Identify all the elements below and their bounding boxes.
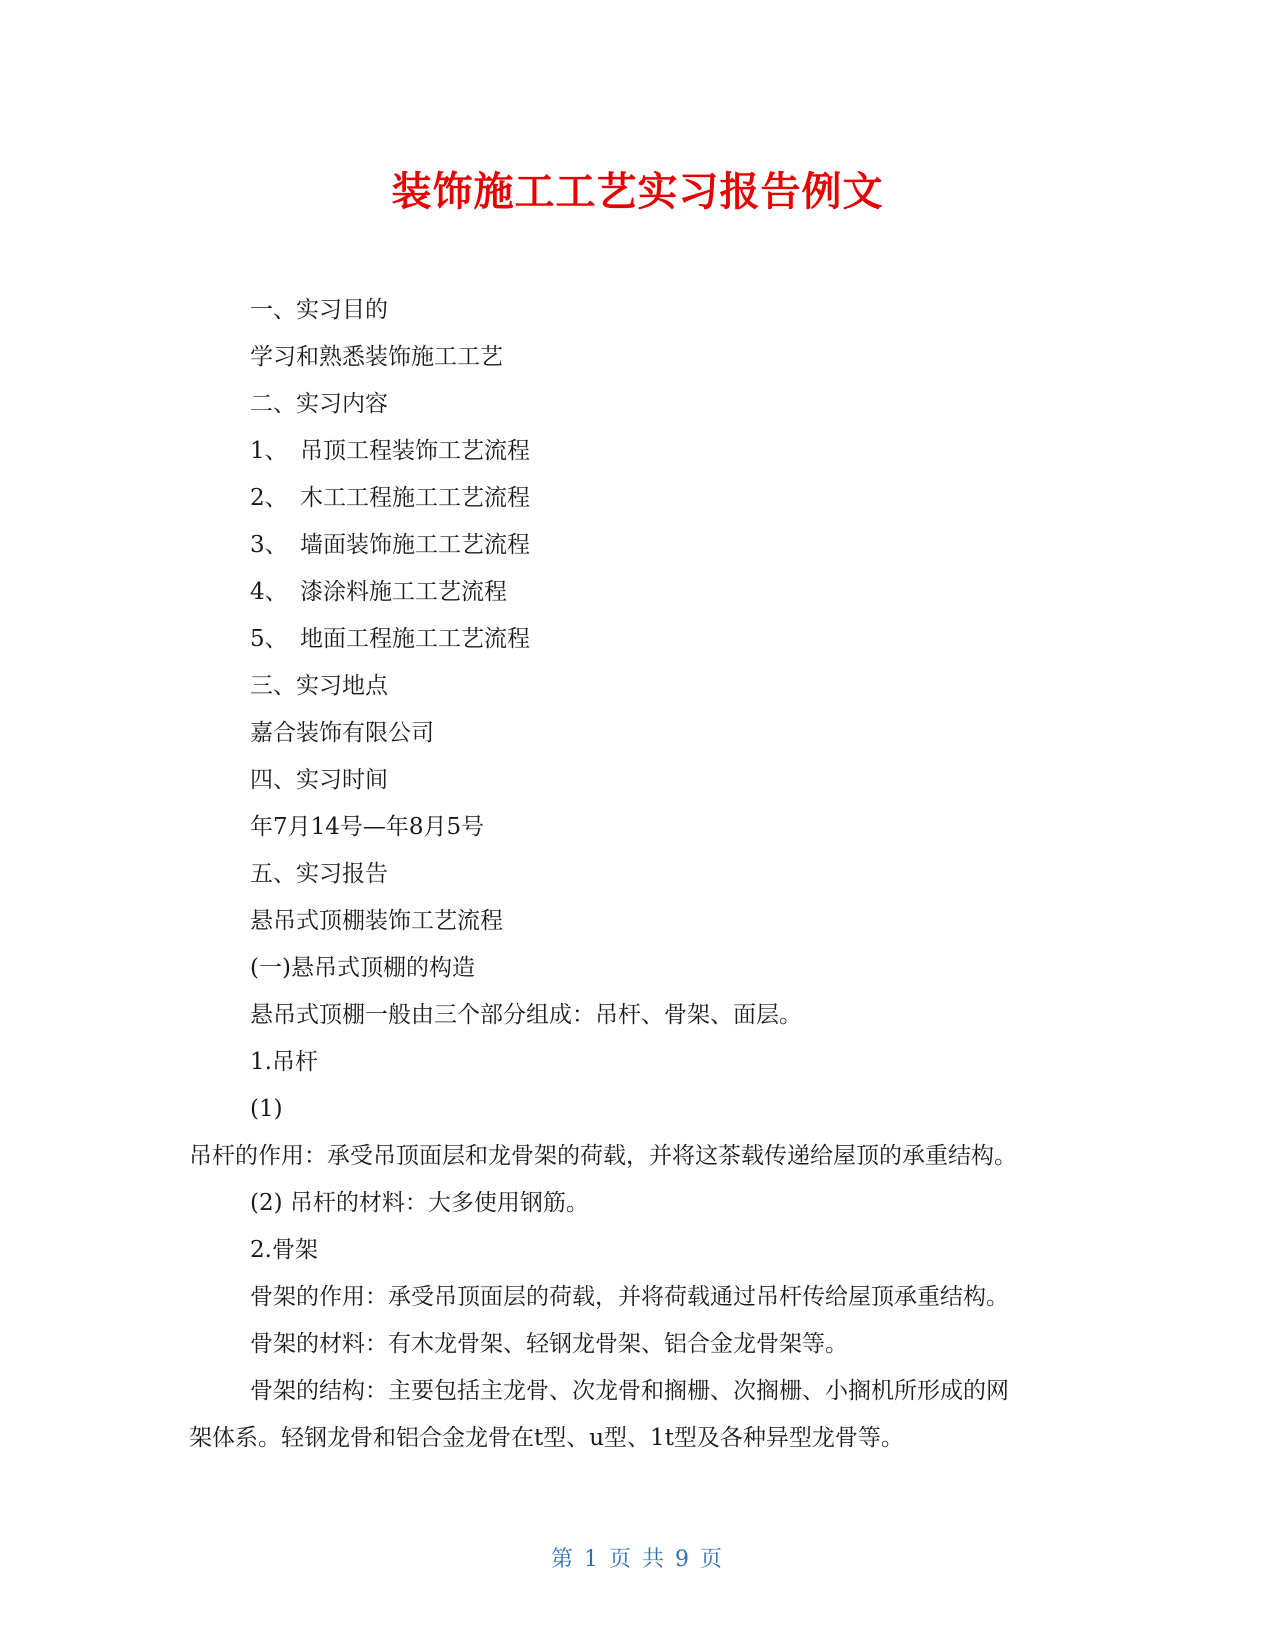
paragraph: 骨架的材料：有木龙骨架、轻钢龙骨架、铝合金龙骨架等。 [250,1331,848,1357]
item-number: 3、 [250,532,288,558]
item-number: 2、 [250,485,288,511]
item-text: 墙面装饰施工工艺流程 [300,532,530,558]
paragraph: 年7月14号—年8月5号 [250,814,485,840]
page-footer: 第 1 页 共 9 页 [551,1547,724,1572]
paragraph: (1) [250,1096,283,1122]
section-heading: 二、实习内容 [250,391,388,417]
paragraph: 吊杆的作用：承受吊顶面层和龙骨架的荷载，并将这茶载传递给屋顶的承重结构。 [189,1143,1017,1169]
paragraph: 悬吊式顶棚装饰工艺流程 [250,908,503,934]
paragraph: 架体系。轻钢龙骨和铝合金龙骨在t型、u型、1t型及各种异型龙骨等。 [189,1425,904,1451]
subheading: 1.吊杆 [250,1049,318,1075]
document-title: 装饰施工工艺实习报告例文 [391,169,884,215]
numbered-item [250,577,507,607]
section-heading: 五、实习报告 [250,861,388,887]
paragraph: (2) 吊杆的材料：大多使用钢筋。 [250,1190,589,1216]
item-text: 吊顶工程装饰工艺流程 [300,438,530,464]
paragraph: 骨架的结构：主要包括主龙骨、次龙骨和搁栅、次搁栅、小搁机所形成的网 [250,1378,1009,1404]
section-heading: 一、实习目的 [250,297,388,323]
section-heading: 四、实习时间 [250,767,388,793]
subheading: (一)悬吊式顶棚的构造 [250,955,475,981]
paragraph: 骨架的作用：承受吊顶面层的荷载，并将荷载通过吊杆传给屋顶承重结构。 [250,1284,1009,1310]
paragraph: 学习和熟悉装饰施工工艺 [250,344,503,370]
item-number: 1、 [250,438,288,464]
numbered-item [250,530,530,560]
item-number: 5、 [250,626,288,652]
numbered-item [250,483,530,513]
subheading: 2.骨架 [250,1237,318,1263]
item-text: 漆涂料施工工艺流程 [300,579,507,605]
numbered-item [250,436,530,466]
paragraph: 嘉合装饰有限公司 [250,720,434,746]
paragraph: 悬吊式顶棚一般由三个部分组成：吊杆、骨架、面层。 [250,1002,802,1028]
item-text: 木工工程施工工艺流程 [300,485,530,511]
numbered-item [250,624,530,654]
item-text: 地面工程施工工艺流程 [300,626,530,652]
item-number: 4、 [250,579,288,605]
section-heading: 三、实习地点 [250,673,388,699]
